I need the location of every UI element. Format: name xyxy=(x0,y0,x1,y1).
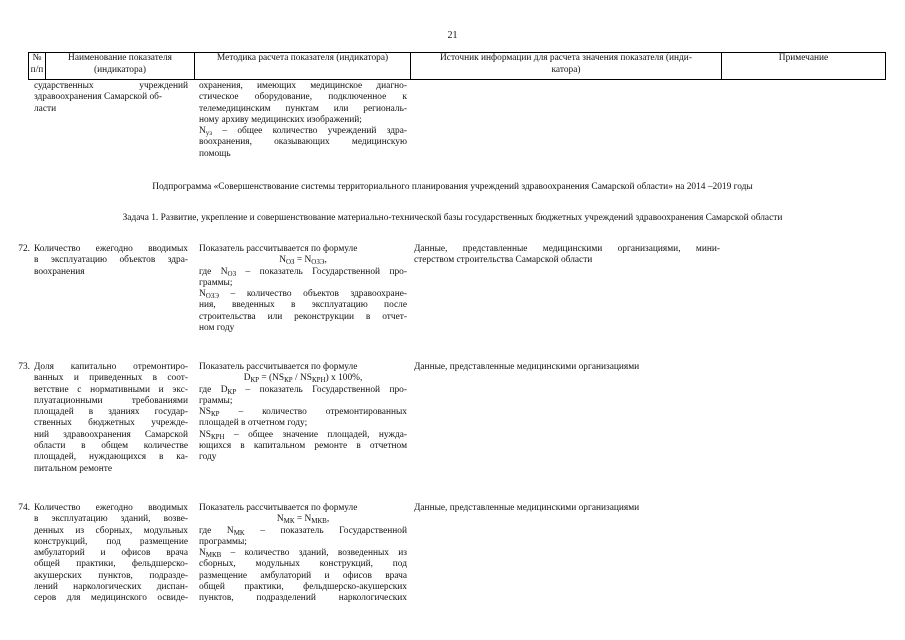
row-method: Показатель рассчитывается по формуле $N_{ОЗ} = N_{ОЗЭ}$, где $N_{ОЗ}$ – показатель Государственной про- граммы; $N_{ОЗЭ}$ – количество объектов здравоохране- ния, введенных в эксплуатацию после строительства или реконструкции в отчет- ном году xyxy=(199,244,407,334)
row-number: 74. xyxy=(18,503,30,513)
row-method: Показатель рассчитывается по формуле $N_{МК} = N_{МКВ}$, где $N_{МК}$ – показатель Государственной программы; $N_{МКВ}$ – количество зданий, возведенных из сборных, модульных конструкций, под размещение амбулаторий и офисов врача общей практики, фельдшерско-акушерских пунктов, подразделений наркологических xyxy=(199,503,407,604)
row-source: Данные, представленные медицинскими организациями xyxy=(414,503,640,513)
carryover-method: охранения, имеющих медицинское диагно- стическое оборудование, подключенное к телемедицинским пунктам или региональ- ному архиву медицинских изображений; $N_{уз}$ – общее количество учреждений здра- воохранения, оказывающих медицинскую помощь xyxy=(199,81,407,159)
page-number: 21 xyxy=(447,30,458,41)
row-source: Данные, представленные медицинскими организациями xyxy=(414,362,640,372)
row-name: Количество ежегодно вводимых в эксплуатацию объектов здра- воохранения xyxy=(34,244,188,277)
header-method: Методика расчета показателя (индикатора) xyxy=(216,53,389,63)
header-name: Наименование показателя (индикатора) xyxy=(68,53,172,75)
header-num: № п/п xyxy=(30,53,44,75)
row-name: Доля капитально отремонтиро- ванных и приведенных в соот- ветствие с нормативными и экс- плуатационными требованиями площадей в зданиях государ- ственных бюджетных учрежде- ний здравоохранения Самарской области в общем количестве площадей, нуждающихся в ка- питальном ремонте xyxy=(34,362,188,474)
formula: $N_{МК} = N_{МКВ}$, xyxy=(276,514,330,526)
row-source: Данные, представленные медицинскими организациями, мини- стерством строительства Самарской области xyxy=(414,244,720,266)
header-note: Примечание xyxy=(778,53,829,63)
row-method: Показатель рассчитывается по формуле $D_{КР} = (NS_{КР} / NS_{КРН})$ х 100%, где $D_{КР}$ – показатель Государственной про- граммы; $NS_{КР}$ – количество отремонтированных площадей в отчетном году; $NS_{КРН}$ – общее значение площадей, нужда- ющихся в капитальном ремонте в отчетном году xyxy=(199,362,407,463)
header-source: Источник информации для расчета значения показателя (инди- катора) xyxy=(440,53,692,75)
carryover-name: сударственных учреждений здравоохранения Самарской об- ласти xyxy=(34,81,188,114)
subprogram-title: Подпрограмма «Совершенствование системы территориального планирования учреждений здравоохранения Самарской области» на 2014 –2019 годы xyxy=(152,182,753,192)
formula: $D_{КР} = (NS_{КР} / NS_{КРН})$ х 100%, xyxy=(243,373,363,385)
row-name: Количество ежегодно вводимых в эксплуатацию зданий, возве- денных из сборных, модульных конструкций, под размещение амбулаторий и офисов врача общей практики, фельдшерско- акушерских пунктов, подразде- лений наркологических диспан- серов для медицинского освиде- xyxy=(34,503,188,604)
formula: $N_{ОЗ} = N_{ОЗЭ}$, xyxy=(279,255,327,267)
task-title: Задача 1. Развитие, укрепление и совершенствование материально-технической базы государственных бюджетных учреждений здравоохранения Самарской области xyxy=(122,213,783,223)
table-header xyxy=(0,52,905,80)
row-number: 73. xyxy=(18,362,30,372)
row-number: 72. xyxy=(18,244,30,254)
